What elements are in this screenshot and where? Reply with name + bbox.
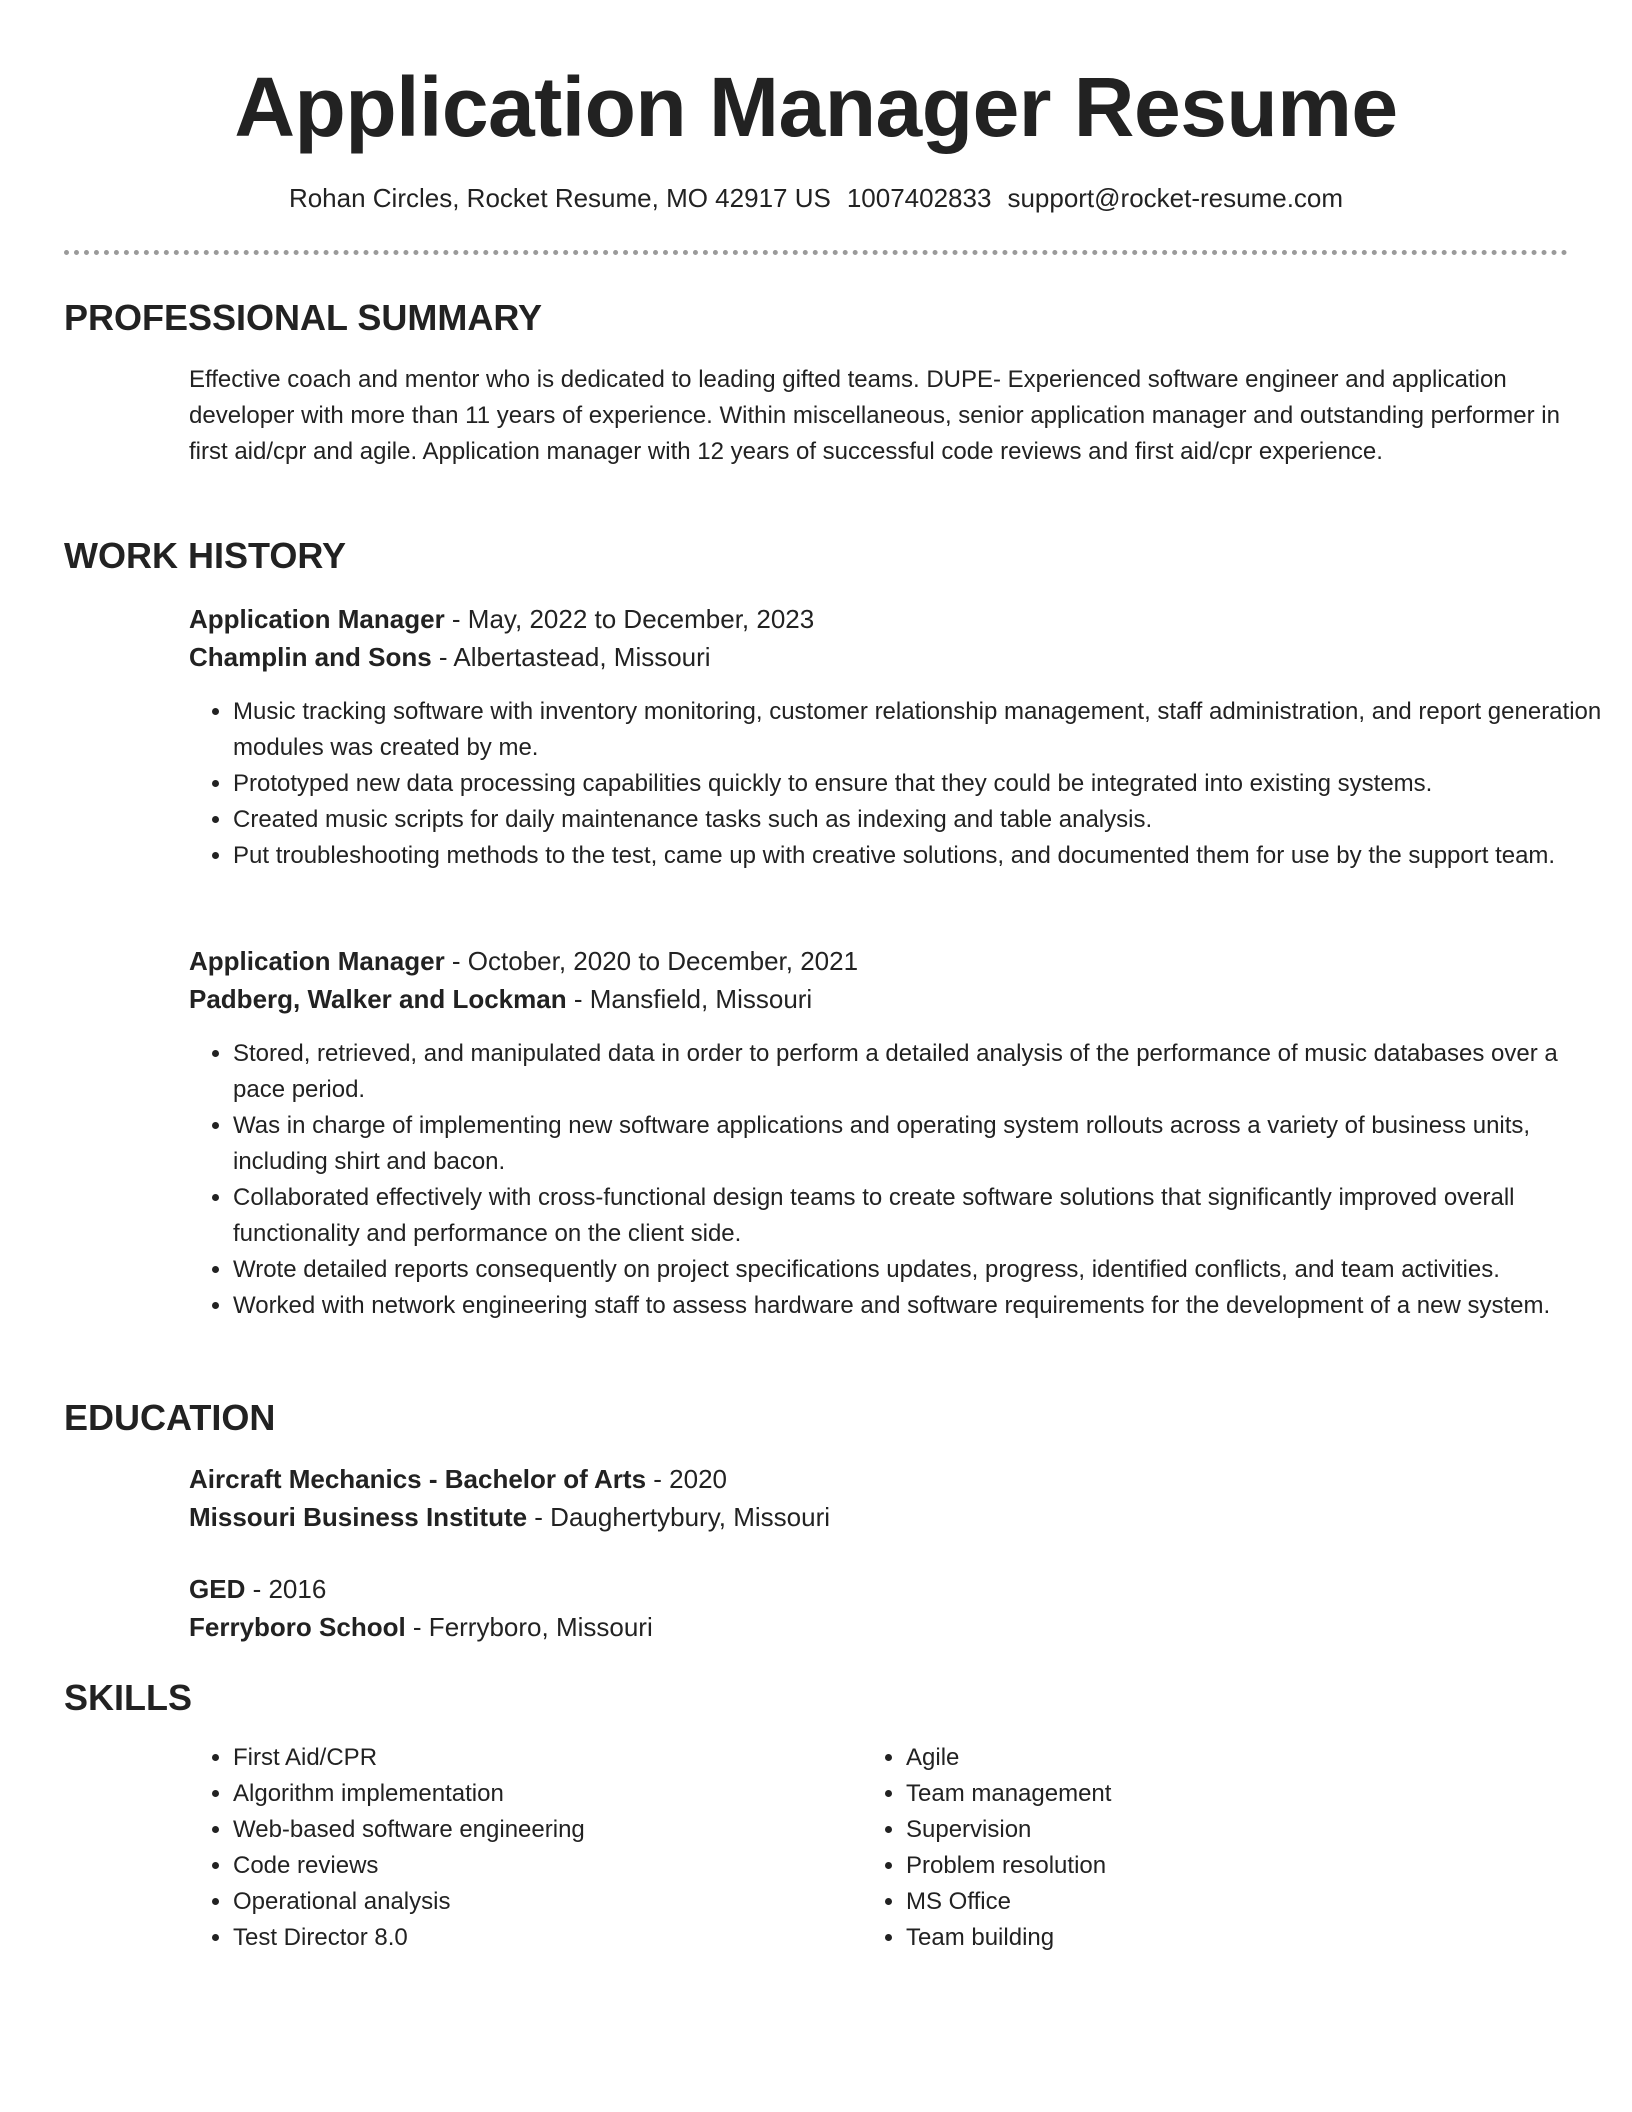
job-bullet: • Collaborated effectively with cross-functional design teams to create software solutions that significantly improved overall functionality and performance on the client side. xyxy=(233,1180,1613,1252)
skill-item: • Operational analysis xyxy=(233,1884,833,1920)
skills-heading: SKILLS xyxy=(64,1677,193,1718)
skill-item: • Web-based software engineering xyxy=(233,1812,833,1848)
job-company: Padberg, Walker and Lockman xyxy=(189,984,567,1014)
job-bullet: • Put troubleshooting methods to the test, came up with creative solutions, and documented them for use by the support team. xyxy=(233,838,1613,874)
summary-text: Effective coach and mentor who is dedicated to leading gifted teams. DUPE- Experienced software engineer and application developer with more than 11 years of experience. Within miscellaneous, senior application manager and outstanding performer in first aid/cpr and agile. Application manager with 12 years of successful code reviews and first aid/cpr experience. xyxy=(189,366,1560,465)
education-school-line xyxy=(189,1608,653,1646)
skill-item: • Team management xyxy=(906,1776,1506,1812)
job-company: Champlin and Sons xyxy=(189,642,432,672)
job-bullet: • Created music scripts for daily maintenance tasks such as indexing and table analysis. xyxy=(233,802,1613,838)
job-title: Application Manager xyxy=(189,946,445,976)
contact-info xyxy=(0,178,1632,218)
job-bullet: • Music tracking software with inventory monitoring, customer relationship management, staff administration, and report generation modules was created by me. xyxy=(233,694,1613,766)
skill-item: • Test Director 8.0 xyxy=(233,1920,833,1956)
job-dates: - October, 2020 to December, 2021 xyxy=(444,946,859,976)
education-degree-line xyxy=(189,1570,326,1608)
skill-item: • First Aid/CPR xyxy=(233,1740,833,1776)
job-bullets xyxy=(189,1036,1613,1324)
skill-item: • Agile xyxy=(906,1740,1506,1776)
contact-address: Rohan Circles, Rocket Resume, MO 42917 US xyxy=(288,183,831,213)
skill-item: • Team building xyxy=(906,1920,1506,1956)
education-school: Missouri Business Institute xyxy=(189,1502,528,1532)
job-title: Application Manager xyxy=(189,604,445,634)
job-bullet: • Was in charge of implementing new software applications and operating system rollouts across a variety of business units, including shirt and bacon. xyxy=(233,1108,1613,1180)
job-company-line xyxy=(189,638,711,676)
job-company-line xyxy=(189,980,812,1018)
education-degree: GED xyxy=(189,1574,246,1604)
education-school-line xyxy=(189,1498,830,1536)
education-degree: Aircraft Mechanics - Bachelor of Arts xyxy=(189,1464,647,1494)
resume-title: Application Manager Resume xyxy=(234,60,1398,154)
job-location: - Mansfield, Missouri xyxy=(566,984,813,1014)
education-heading: EDUCATION xyxy=(64,1397,276,1438)
work-history-heading: WORK HISTORY xyxy=(64,535,347,576)
skill-item: • Problem resolution xyxy=(906,1848,1506,1884)
job-title-line xyxy=(189,600,814,638)
skills-list-left xyxy=(189,1740,833,1956)
job-title-line xyxy=(189,942,858,980)
job-dates: - May, 2022 to December, 2023 xyxy=(444,604,815,634)
skill-item: • Algorithm implementation xyxy=(233,1776,833,1812)
education-location: - Daughertybury, Missouri xyxy=(527,1502,831,1532)
education-location: - Ferryboro, Missouri xyxy=(405,1612,653,1642)
contact-email: support@rocket-resume.com xyxy=(1007,183,1344,213)
job-location: - Albertastead, Missouri xyxy=(431,642,711,672)
education-year: - 2020 xyxy=(646,1464,727,1494)
contact-phone: 1007402833 xyxy=(846,183,992,213)
skills-list-right xyxy=(862,1740,1506,1956)
header-divider xyxy=(64,250,1568,255)
skill-item: • Code reviews xyxy=(233,1848,833,1884)
job-bullet: • Stored, retrieved, and manipulated data in order to perform a detailed analysis of the performance of music databases over a pace period. xyxy=(233,1036,1613,1108)
job-bullet: • Prototyped new data processing capabilities quickly to ensure that they could be integrated into existing systems. xyxy=(233,766,1613,802)
job-bullet: • Worked with network engineering staff to assess hardware and software requirements for the development of a new system. xyxy=(233,1288,1613,1324)
education-year: - 2016 xyxy=(245,1574,327,1604)
education-school: Ferryboro School xyxy=(189,1612,406,1642)
skill-item: • Supervision xyxy=(906,1812,1506,1848)
summary-heading: PROFESSIONAL SUMMARY xyxy=(64,297,543,338)
job-bullets xyxy=(189,694,1613,874)
skill-item: • MS Office xyxy=(906,1884,1506,1920)
education-degree-line xyxy=(189,1460,727,1498)
job-bullet: • Wrote detailed reports consequently on project specifications updates, progress, identified conflicts, and team activities. xyxy=(233,1252,1613,1288)
